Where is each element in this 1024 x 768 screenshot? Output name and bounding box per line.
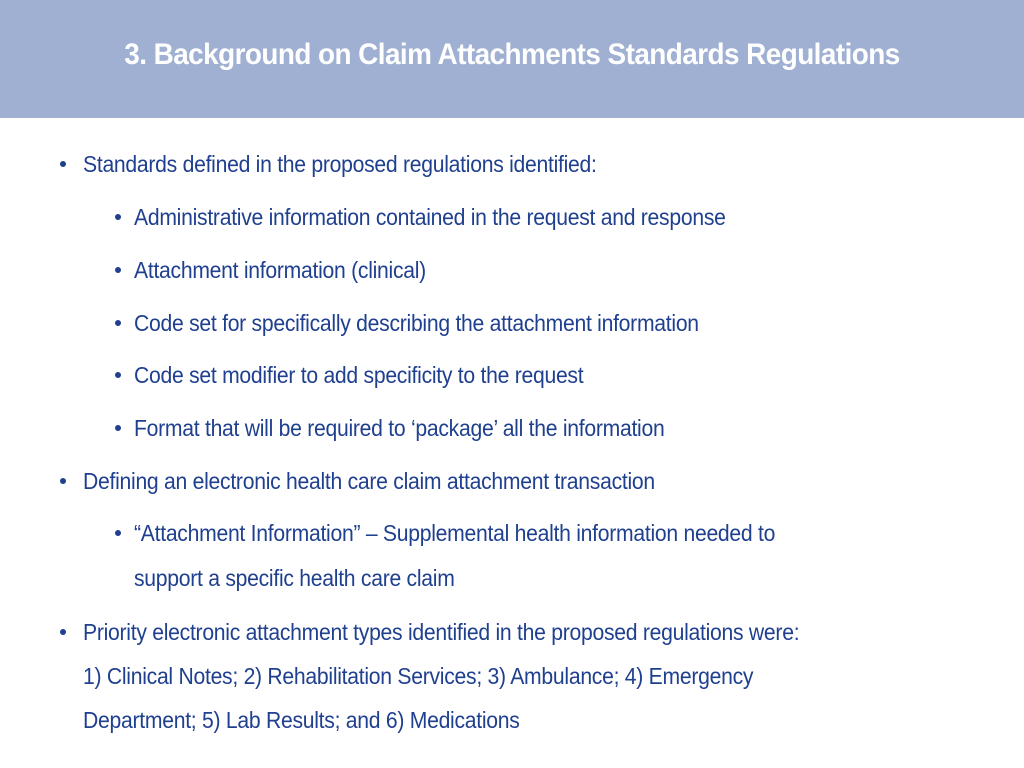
bullet-dot (60, 161, 66, 167)
sub-bullet-dot (115, 214, 121, 220)
slide-title: 3. Background on Claim Attachments Standards Regulations (124, 38, 900, 71)
sub-bullet-dot (115, 267, 121, 273)
sub-bullet-text: Administrative information contained in the request and response (134, 204, 726, 230)
bullet-text-continued: Department; 5) Lab Results; and 6) Medications (83, 707, 520, 733)
bullet-dot (60, 478, 66, 484)
sub-bullet-text: Code set for specifically describing the attachment information (134, 310, 699, 336)
bullet-dot (60, 629, 66, 635)
sub-bullet-dot (115, 530, 121, 536)
sub-bullet-text: Attachment information (clinical) (134, 257, 426, 283)
bullet-text: Standards defined in the proposed regulations identified: (83, 151, 597, 177)
bullet-text-continued: 1) Clinical Notes; 2) Rehabilitation Services; 3) Ambulance; 4) Emergency (83, 663, 754, 689)
sub-bullet-text-continued: support a specific health care claim (134, 565, 455, 591)
sub-bullet-text: Code set modifier to add specificity to the request (134, 362, 584, 388)
sub-bullet-dot (115, 372, 121, 378)
sub-bullet-dot (115, 320, 121, 326)
bullet-text: Defining an electronic health care claim attachment transaction (83, 468, 655, 494)
sub-bullet-text: Format that will be required to ‘package’ all the information (134, 415, 665, 441)
sub-bullet-dot (115, 425, 121, 431)
bullet-text: Priority electronic attachment types identified in the proposed regulations were: (83, 619, 800, 645)
sub-bullet-text: “Attachment Information” – Supplemental health information needed to (134, 520, 776, 546)
